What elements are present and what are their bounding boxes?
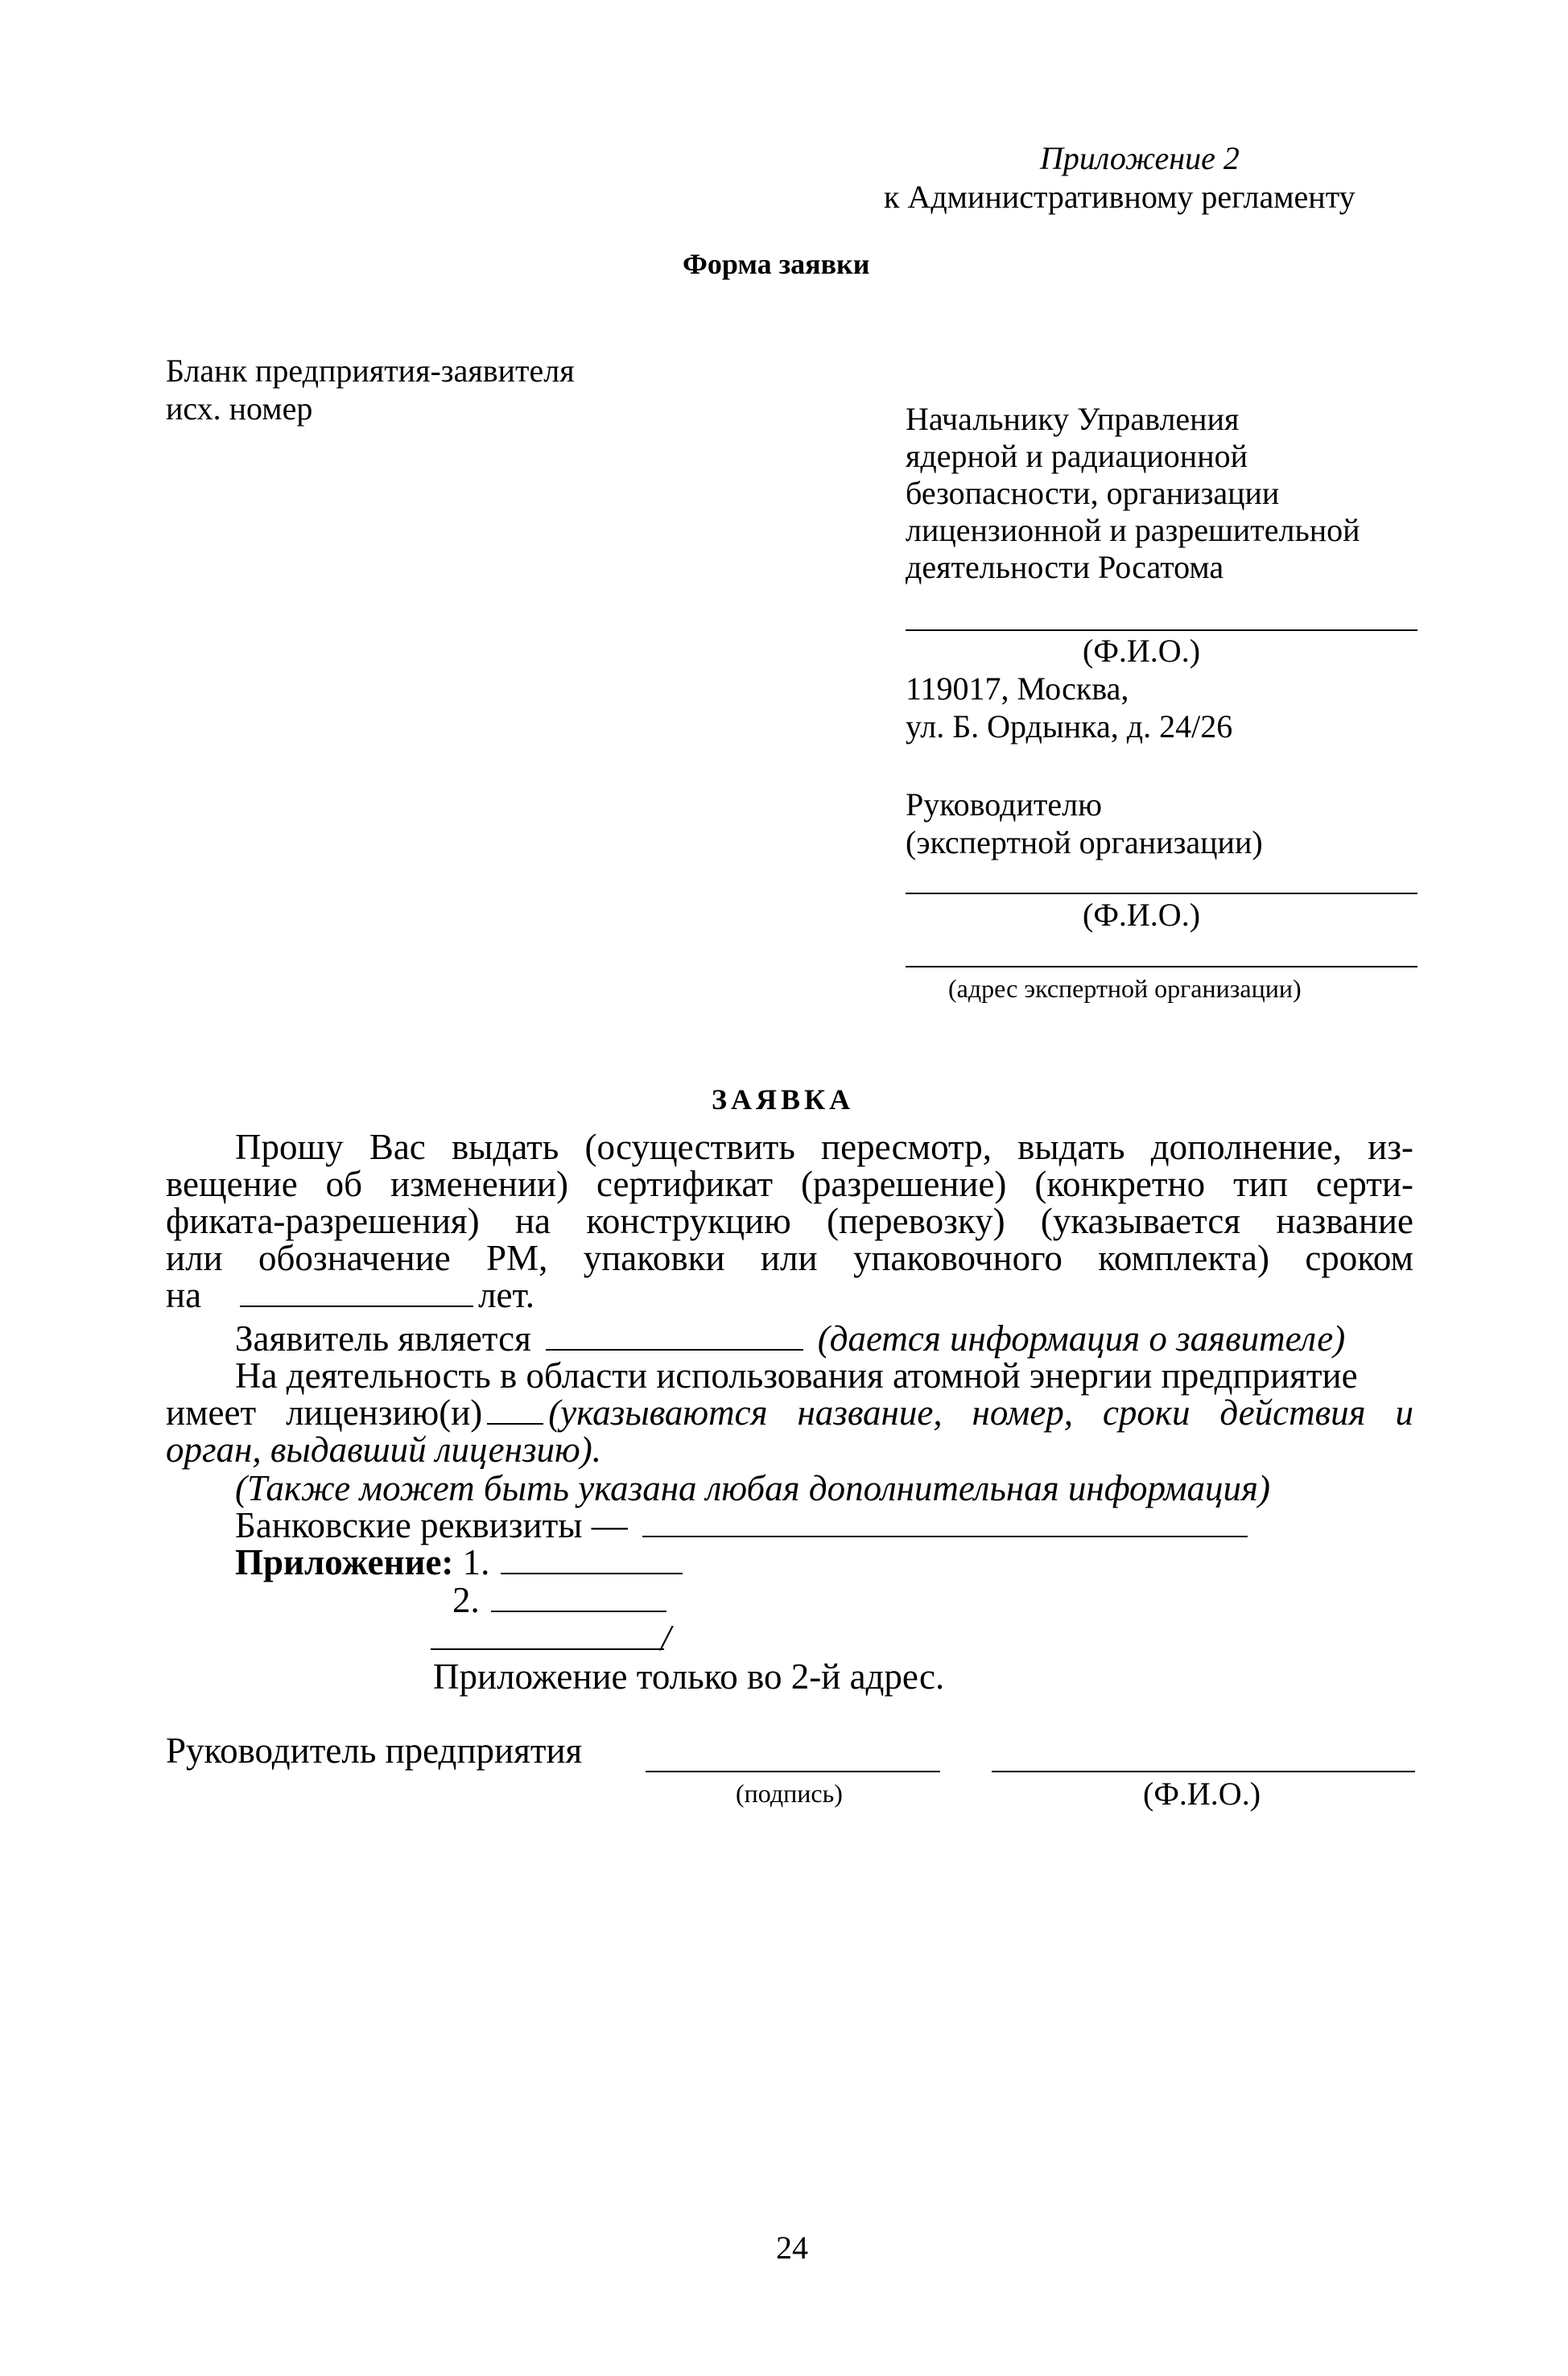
recipient-2-fio-caption: (Ф.И.О.) (1083, 897, 1201, 933)
appendix-label: Приложение 2 (1040, 140, 1240, 176)
bank-details-label: Банковские реквизиты — (235, 1505, 628, 1545)
recipient-1-line: Начальнику Управления (906, 401, 1240, 437)
regulation-reference: к Административному регламенту (884, 179, 1355, 215)
request-line: или обозначение РМ, упаковки или упаковочного комплекта) сроком (166, 1238, 1413, 1278)
license-info-note: (указываются название, номер, сроки действия и (548, 1392, 1413, 1433)
signature-line (646, 1771, 940, 1772)
bank-details-blank (642, 1536, 1248, 1537)
head-of-enterprise-label: Руководитель предприятия (166, 1730, 583, 1771)
page-number: 24 (776, 2230, 808, 2266)
attachment-blank-1 (501, 1573, 683, 1574)
attachment-label: Приложение: (235, 1542, 454, 1582)
applicant-info-note: (дается информация о заявителе) (817, 1318, 1346, 1359)
term-years-blank (240, 1306, 473, 1307)
applicant-blank (546, 1349, 803, 1351)
signature-fio-caption: (Ф.И.О.) (1143, 1776, 1261, 1812)
recipient-2-address-caption: (адрес экспертной организации) (948, 974, 1302, 1003)
signature-caption: (подпись) (736, 1779, 843, 1808)
request-term-line (166, 1277, 1413, 1314)
recipient-1-line: безопасности, организации (906, 475, 1280, 511)
term-prefix: на (166, 1275, 202, 1315)
recipient-1-fio-caption: (Ф.И.О.) (1083, 633, 1201, 669)
recipient-1-title (906, 401, 1360, 586)
attachment-slash: / (661, 1618, 671, 1658)
request-line: Прошу Вас выдать (осуществить пересмотр, выдать дополнение, из- (235, 1127, 1413, 1167)
additional-info-note: (Также может быть указана любая дополнительная информация) (235, 1468, 1270, 1508)
attachment-line-1 (235, 1544, 687, 1581)
applicant-line (235, 1320, 1345, 1357)
application-title: ЗАЯВКА (712, 1083, 855, 1116)
license-prefix: имеет лицензию(и) (166, 1392, 483, 1433)
activity-line: На деятельность в области использования атомной энергии предприятие (235, 1355, 1358, 1396)
license-line-1 (166, 1394, 1413, 1431)
recipient-1-line: ядерной и радиационной (906, 438, 1248, 474)
license-line (166, 1394, 1413, 1468)
request-paragraph (166, 1128, 1413, 1314)
recipient-2-title: Руководителю (906, 786, 1102, 823)
attachment-line-3 (431, 1619, 671, 1656)
request-line: фиката-разрешения) на конструкцию (перевозку) (указывается название (166, 1201, 1413, 1241)
attachment-line-2 (452, 1582, 671, 1619)
applicant-label: Заявитель является (235, 1318, 531, 1359)
letterhead-label: Бланк предприятия-заявителя (166, 353, 575, 389)
license-blank (487, 1423, 543, 1425)
attachment-blank-3 (431, 1648, 664, 1650)
bank-details-line (235, 1507, 1252, 1544)
outgoing-number-label: исх. номер (166, 390, 313, 427)
recipient-1-line: лицензионной и разрешительной (906, 512, 1360, 548)
recipient-2-fio-line (906, 893, 1417, 894)
recipient-1-address-line: 119017, Москва, (906, 670, 1129, 707)
request-line: вещение об изменении) сертификат (разрешение) (конкретно тип серти- (166, 1164, 1413, 1204)
attachment-note: Приложение только во 2-й адрес. (433, 1656, 945, 1697)
term-years-label: лет. (478, 1275, 535, 1315)
recipient-2-organization: (экспертной организации) (906, 824, 1263, 860)
recipient-1-line: деятельности Росатома (906, 549, 1224, 585)
license-info-note-2: орган, выдавший лицензию). (166, 1429, 601, 1470)
attachment-number-2: 2. (452, 1580, 480, 1620)
recipient-1-address-line: ул. Б. Ордынка, д. 24/26 (906, 708, 1233, 745)
attachment-blank-2 (491, 1611, 666, 1612)
signature-fio-line (992, 1771, 1415, 1772)
recipient-1-fio-line (906, 629, 1417, 631)
recipient-2-address-line (906, 966, 1417, 967)
attachment-number-1: 1. (462, 1542, 490, 1582)
form-title: Форма заявки (683, 248, 870, 280)
